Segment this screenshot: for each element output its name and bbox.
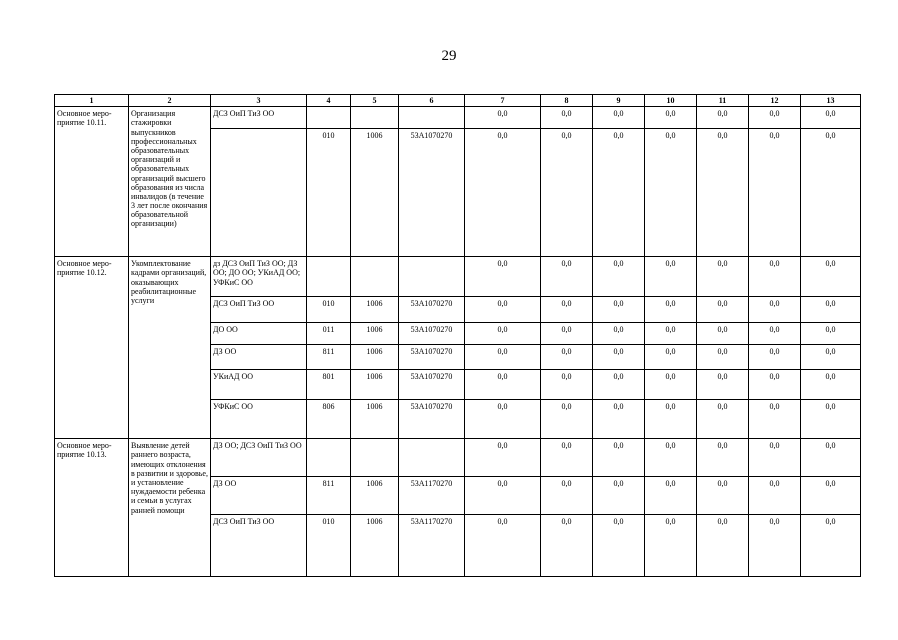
executor-cell: ДО ОО — [211, 323, 307, 345]
executor-cell: УФКиС ОО — [211, 400, 307, 439]
code-cell: 010 — [307, 297, 351, 323]
activity-name-cell: Укомплектование кадрами организаций, оказывающих реабилитационные услуги — [129, 257, 211, 439]
value-cell: 0,0 — [801, 323, 861, 345]
value-cell: 0,0 — [465, 370, 541, 400]
activity-name-cell: Выявление детей раннего возраста, имеющих отклонения в развитии и здоровье, и установление нуждаемости ребенка и семьи в услугах ранней помощи — [129, 439, 211, 577]
value-cell: 0,0 — [541, 345, 593, 370]
target-cell: 53А1170270 — [399, 477, 465, 515]
value-cell: 0,0 — [645, 107, 697, 129]
target-cell: 53А1070270 — [399, 345, 465, 370]
header-cell: 12 — [749, 95, 801, 107]
value-cell: 0,0 — [465, 297, 541, 323]
activity-id-cell: Основное меро-приятие 10.13. — [55, 439, 129, 577]
code-cell — [307, 439, 351, 477]
value-cell: 0,0 — [541, 370, 593, 400]
value-cell: 0,0 — [593, 370, 645, 400]
value-cell: 0,0 — [749, 297, 801, 323]
value-cell: 0,0 — [593, 515, 645, 577]
value-cell: 0,0 — [801, 257, 861, 297]
header-cell: 3 — [211, 95, 307, 107]
value-cell: 0,0 — [465, 477, 541, 515]
value-cell: 0,0 — [801, 129, 861, 257]
section-cell: 1006 — [351, 400, 399, 439]
value-cell: 0,0 — [541, 439, 593, 477]
target-cell — [399, 439, 465, 477]
value-cell: 0,0 — [749, 129, 801, 257]
value-cell: 0,0 — [465, 515, 541, 577]
activity-id-cell: Основное меро-приятие 10.11. — [55, 107, 129, 257]
value-cell: 0,0 — [541, 515, 593, 577]
value-cell: 0,0 — [541, 129, 593, 257]
value-cell: 0,0 — [801, 400, 861, 439]
target-cell: 53А1070270 — [399, 400, 465, 439]
target-cell — [399, 107, 465, 129]
code-cell: 806 — [307, 400, 351, 439]
code-cell: 811 — [307, 477, 351, 515]
section-cell: 1006 — [351, 297, 399, 323]
header-cell: 9 — [593, 95, 645, 107]
header-row — [55, 95, 861, 107]
value-cell: 0,0 — [749, 439, 801, 477]
section-cell — [351, 257, 399, 297]
header-cell: 13 — [801, 95, 861, 107]
value-cell: 0,0 — [541, 477, 593, 515]
code-cell: 011 — [307, 323, 351, 345]
value-cell: 0,0 — [645, 477, 697, 515]
executor-cell: ДСЗ ОиП ТиЗ ОО — [211, 297, 307, 323]
value-cell: 0,0 — [465, 107, 541, 129]
executor-cell: ДСЗ ОиП ТиЗ ОО — [211, 515, 307, 577]
value-cell: 0,0 — [593, 400, 645, 439]
value-cell: 0,0 — [749, 323, 801, 345]
page-number: 29 — [441, 48, 457, 64]
value-cell: 0,0 — [593, 129, 645, 257]
value-cell: 0,0 — [749, 477, 801, 515]
value-cell: 0,0 — [645, 345, 697, 370]
value-cell: 0,0 — [593, 107, 645, 129]
target-cell — [399, 257, 465, 297]
value-cell: 0,0 — [645, 400, 697, 439]
section-cell: 1006 — [351, 477, 399, 515]
section-cell: 1006 — [351, 323, 399, 345]
value-cell: 0,0 — [749, 257, 801, 297]
value-cell: 0,0 — [801, 297, 861, 323]
section-cell: 1006 — [351, 515, 399, 577]
value-cell: 0,0 — [465, 345, 541, 370]
value-cell: 0,0 — [645, 129, 697, 257]
executor-cell: ДЗ ОО — [211, 345, 307, 370]
value-cell: 0,0 — [593, 257, 645, 297]
value-cell: 0,0 — [645, 257, 697, 297]
header-cell: 11 — [697, 95, 749, 107]
header-cell: 6 — [399, 95, 465, 107]
value-cell: 0,0 — [645, 370, 697, 400]
value-cell: 0,0 — [465, 257, 541, 297]
value-cell: 0,0 — [749, 107, 801, 129]
budget-table — [54, 94, 861, 577]
target-cell: 53А1070270 — [399, 129, 465, 257]
code-cell: 010 — [307, 129, 351, 257]
value-cell: 0,0 — [697, 370, 749, 400]
header-cell: 4 — [307, 95, 351, 107]
value-cell: 0,0 — [801, 370, 861, 400]
value-cell: 0,0 — [801, 107, 861, 129]
executor-cell — [211, 129, 307, 257]
executor-cell: УКиАД ОО — [211, 370, 307, 400]
section-cell: 1006 — [351, 370, 399, 400]
header-cell: 10 — [645, 95, 697, 107]
value-cell: 0,0 — [801, 439, 861, 477]
value-cell: 0,0 — [697, 515, 749, 577]
target-cell: 53А1070270 — [399, 370, 465, 400]
executor-cell: дз ДСЗ ОиП ТиЗ ОО; ДЗ ОО; ДО ОО; УКиАД ОО; УФКиС ОО — [211, 257, 307, 297]
code-cell: 010 — [307, 515, 351, 577]
value-cell: 0,0 — [697, 439, 749, 477]
section-cell: 1006 — [351, 129, 399, 257]
value-cell: 0,0 — [541, 400, 593, 439]
value-cell: 0,0 — [801, 345, 861, 370]
code-cell: 811 — [307, 345, 351, 370]
value-cell: 0,0 — [465, 400, 541, 439]
section-cell: 1006 — [351, 345, 399, 370]
table-row — [55, 107, 861, 129]
value-cell: 0,0 — [749, 515, 801, 577]
executor-cell: ДЗ ОО — [211, 477, 307, 515]
value-cell: 0,0 — [541, 323, 593, 345]
value-cell: 0,0 — [593, 323, 645, 345]
value-cell: 0,0 — [697, 107, 749, 129]
value-cell: 0,0 — [645, 515, 697, 577]
executor-cell: ДЗ ОО; ДСЗ ОиП ТиЗ ОО — [211, 439, 307, 477]
value-cell: 0,0 — [697, 257, 749, 297]
value-cell: 0,0 — [697, 297, 749, 323]
value-cell: 0,0 — [697, 129, 749, 257]
activity-id-cell: Основное меро-приятие 10.12. — [55, 257, 129, 439]
code-cell — [307, 107, 351, 129]
target-cell: 53А1070270 — [399, 323, 465, 345]
value-cell: 0,0 — [801, 515, 861, 577]
value-cell: 0,0 — [801, 477, 861, 515]
value-cell: 0,0 — [541, 297, 593, 323]
header-cell: 2 — [129, 95, 211, 107]
value-cell: 0,0 — [541, 107, 593, 129]
activity-name-cell: Организация стажировки выпускников профессиональных образовательных организаций и образовательных организаций высшего образования из числа инвалидов (в течение 3 лет после окончания образовательной организации) — [129, 107, 211, 257]
value-cell: 0,0 — [749, 345, 801, 370]
code-cell — [307, 257, 351, 297]
value-cell: 0,0 — [749, 370, 801, 400]
value-cell: 0,0 — [697, 400, 749, 439]
value-cell: 0,0 — [593, 297, 645, 323]
header-cell: 1 — [55, 95, 129, 107]
value-cell: 0,0 — [593, 477, 645, 515]
executor-cell: ДСЗ ОиП ТиЗ ОО — [211, 107, 307, 129]
value-cell: 0,0 — [593, 439, 645, 477]
table-row — [55, 439, 861, 477]
table-row — [55, 257, 861, 297]
header-cell: 7 — [465, 95, 541, 107]
value-cell: 0,0 — [697, 345, 749, 370]
section-cell — [351, 439, 399, 477]
section-cell — [351, 107, 399, 129]
header-cell: 5 — [351, 95, 399, 107]
value-cell: 0,0 — [697, 477, 749, 515]
value-cell: 0,0 — [465, 323, 541, 345]
target-cell: 53А1170270 — [399, 515, 465, 577]
value-cell: 0,0 — [465, 439, 541, 477]
value-cell: 0,0 — [645, 297, 697, 323]
value-cell: 0,0 — [465, 129, 541, 257]
value-cell: 0,0 — [749, 400, 801, 439]
header-cell: 8 — [541, 95, 593, 107]
value-cell: 0,0 — [645, 323, 697, 345]
code-cell: 801 — [307, 370, 351, 400]
value-cell: 0,0 — [645, 439, 697, 477]
value-cell: 0,0 — [541, 257, 593, 297]
value-cell: 0,0 — [593, 345, 645, 370]
value-cell: 0,0 — [697, 323, 749, 345]
target-cell: 53А1070270 — [399, 297, 465, 323]
